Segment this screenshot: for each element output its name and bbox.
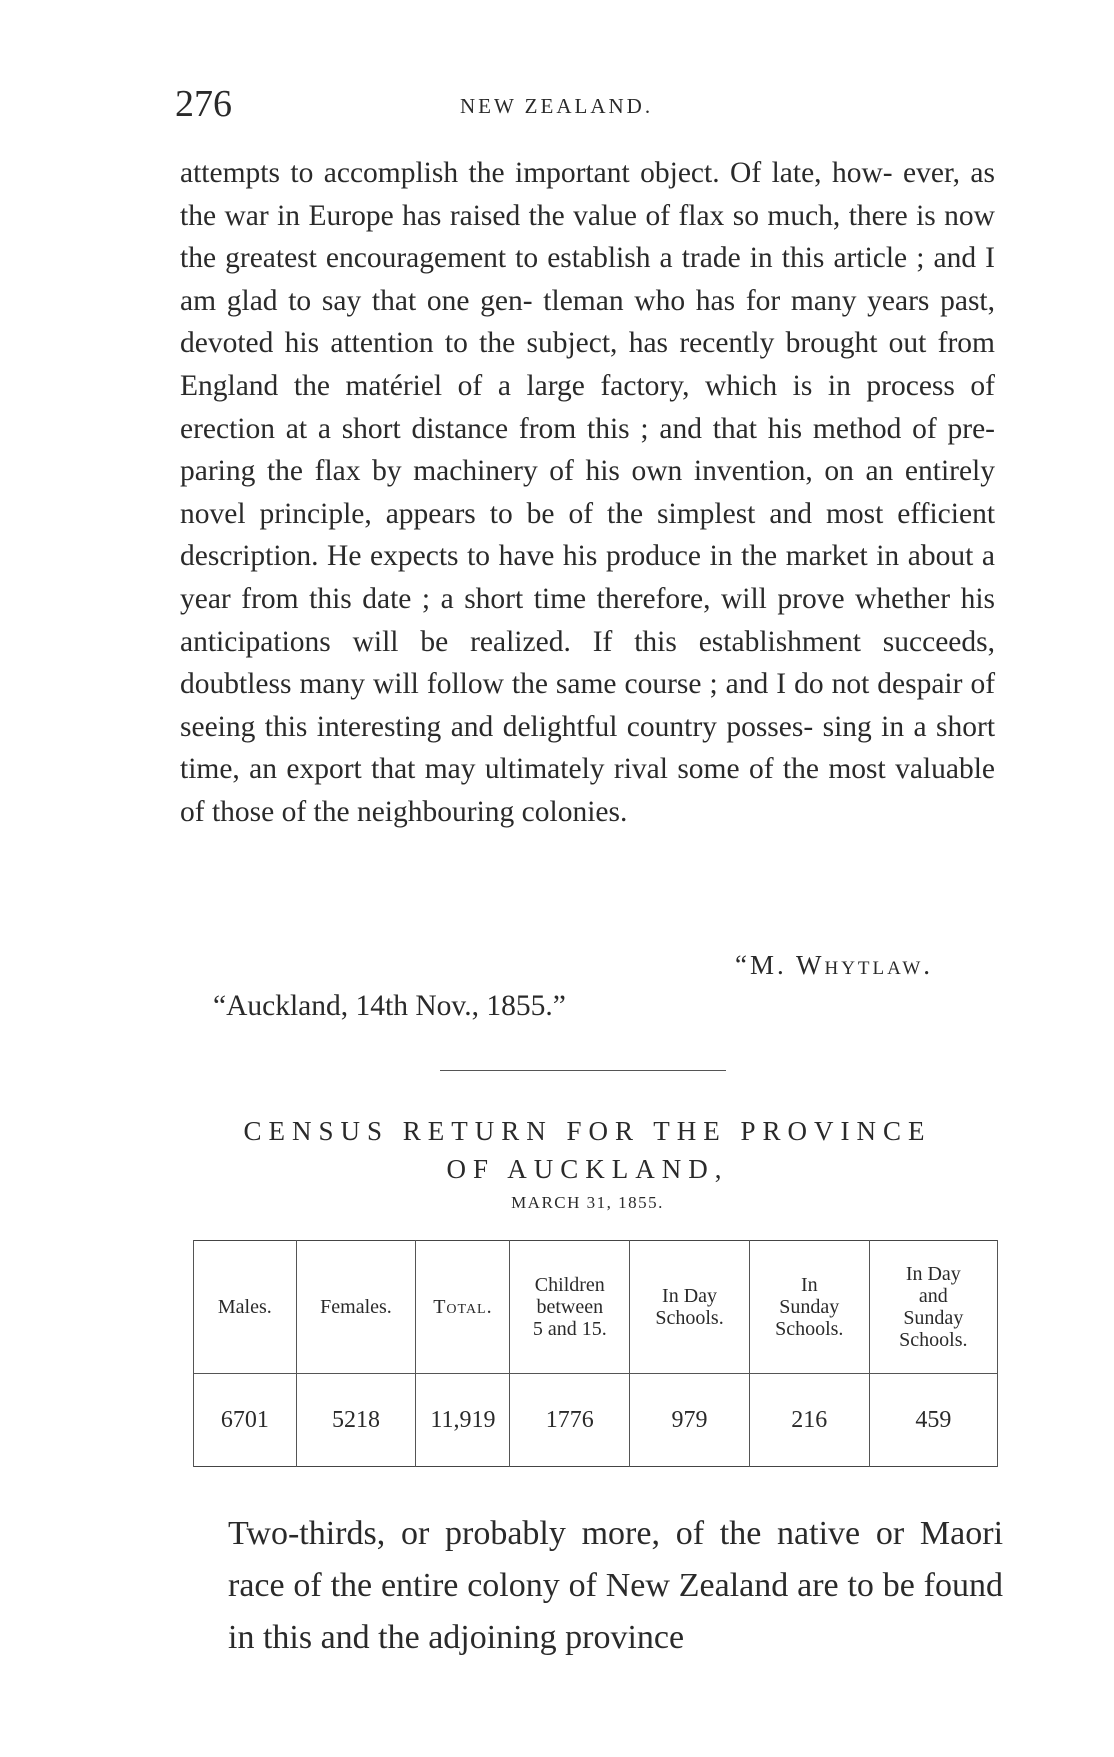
- header-line: Children: [534, 1274, 605, 1296]
- census-title-line: CENSUS RETURN FOR THE PROVINCE: [243, 1116, 932, 1146]
- census-header-row: [194, 1241, 998, 1374]
- census-table: [193, 1240, 998, 1467]
- text-line: much, there is now the greatest encouragement to establish: [180, 199, 995, 275]
- value-total: 11,919: [416, 1374, 510, 1467]
- header-line: Sunday: [903, 1307, 964, 1329]
- value-females: 5218: [296, 1374, 416, 1467]
- section-divider: [440, 1070, 726, 1071]
- text-line: tleman who has for many years past, devoted his attention: [180, 284, 995, 360]
- text-line: sing in a short time, an export that may ultimately rival: [180, 710, 996, 786]
- text-line: a trade in this article ; and I am glad to say that one gen-: [180, 242, 995, 317]
- letter-dateline: “Auckland, 14th Nov., 1855.”: [213, 990, 566, 1022]
- header-line: In Day: [662, 1285, 718, 1307]
- page-number: 276: [175, 83, 232, 125]
- value-sunday-schools: 216: [749, 1374, 869, 1467]
- text-line: Two-thirds, or probably more, of the native or: [228, 1515, 905, 1552]
- text-line: at a short distance from this ; and that his method of pre-: [285, 412, 996, 445]
- header-line: Schools.: [899, 1329, 968, 1351]
- header-line: 5 and 15.: [532, 1318, 607, 1340]
- text-line: to the subject, has recently brought out from England the: [180, 327, 996, 402]
- value-children: 1776: [510, 1374, 630, 1467]
- census-date: MARCH 31, 1855.: [511, 1193, 664, 1212]
- value-day-and-sunday-schools: 459: [869, 1374, 997, 1467]
- header-line: Schools.: [775, 1318, 844, 1340]
- letter-signature: “M. Whytlaw.: [735, 950, 934, 980]
- text-line: time therefore, will prove whether his anticipations will: [180, 582, 996, 658]
- header-line: Total.: [433, 1296, 493, 1318]
- header-line: In Day: [905, 1263, 961, 1285]
- header-line: Males.: [217, 1296, 272, 1318]
- header-day-and-sunday-schools: [869, 1241, 997, 1374]
- text-line: paring the flax by machinery of his own invention, on an: [180, 455, 894, 488]
- header-line: and: [918, 1285, 948, 1307]
- text-line: ever, as the war in Europe has raised the value of flax so: [180, 157, 996, 232]
- header-line: Schools.: [655, 1307, 724, 1329]
- header-day-schools: [630, 1241, 750, 1374]
- value-males: 6701: [194, 1374, 297, 1467]
- text-line: are to be found in this and the adjoining province: [228, 1567, 1003, 1656]
- header-children: [510, 1241, 630, 1374]
- value-day-schools: 979: [630, 1374, 750, 1467]
- text-line: most efficient description. He expects to have his produce: [180, 497, 996, 573]
- text-line: many will follow the same course ; and I do not despair: [299, 668, 963, 701]
- census-title: [180, 1112, 995, 1188]
- text-line: matériel of a large factory, which is in process of erection: [180, 369, 996, 445]
- text-line: entirely novel principle, appears to be of the simplest and: [180, 455, 996, 530]
- census-title-line: OF AUCKLAND,: [446, 1154, 729, 1184]
- letter-body: [180, 152, 995, 834]
- closing-text: [228, 1508, 1003, 1664]
- header-total: [416, 1241, 510, 1374]
- header-females: [296, 1241, 416, 1374]
- header-males: [194, 1241, 297, 1374]
- header-line: In: [800, 1274, 818, 1296]
- header-line: Females.: [320, 1296, 392, 1318]
- text-line: attempts to accomplish the important object. Of late, how-: [180, 157, 893, 189]
- text-line: colonies.: [521, 795, 628, 828]
- census-value-row: [194, 1374, 998, 1467]
- text-line: Maori race of the entire colony of New Zealand: [228, 1515, 1004, 1604]
- text-line: be realized. If this establishment succeeds, doubtless: [180, 625, 996, 701]
- text-line: some of the most valuable of those of the neighbouring: [180, 753, 995, 828]
- text-line: in the market in about a year from this date ; a short: [180, 540, 996, 615]
- header-line: Sunday: [779, 1296, 840, 1318]
- closing-paragraph: [228, 1508, 1003, 1664]
- letter-paragraph: [180, 152, 995, 834]
- running-head: [175, 82, 995, 132]
- running-title: NEW ZEALAND.: [460, 94, 654, 118]
- header-line: between: [536, 1296, 604, 1318]
- header-sunday-schools: [749, 1241, 869, 1374]
- text-line: of seeing this interesting and delightful country posses-: [180, 668, 996, 743]
